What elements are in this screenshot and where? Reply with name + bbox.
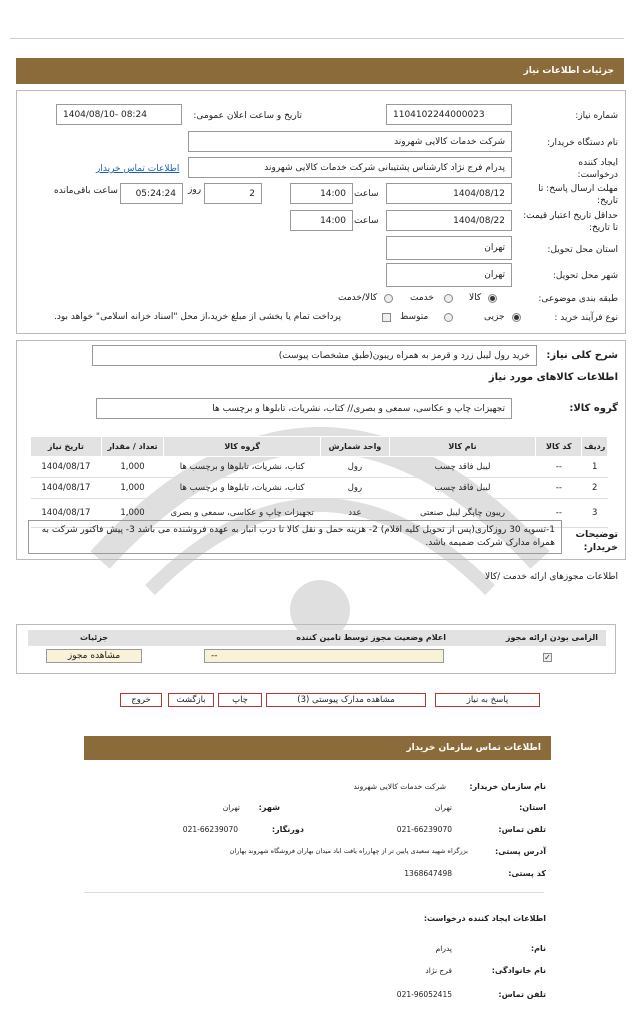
permit-col-status: اعلام وضعیت مجوز توسط تامین کننده bbox=[296, 633, 446, 642]
process-radio-minor[interactable] bbox=[512, 313, 521, 322]
payment-note: پرداخت تمام یا بخشی از مبلغ خرید،از محل "اسناد خزانه اسلامی" خواهد بود. bbox=[54, 312, 342, 322]
category-radio-goods[interactable] bbox=[488, 294, 497, 303]
attachments-button[interactable]: مشاهده مدارک پیوستی (3) bbox=[266, 693, 426, 707]
first-name-label: نام: bbox=[530, 944, 546, 953]
col-date: تاریخ نیاز bbox=[31, 437, 102, 457]
col-name: نام کالا bbox=[389, 437, 536, 457]
goods-table bbox=[30, 436, 608, 528]
col-unit: واحد شمارش bbox=[321, 437, 390, 457]
buyer-contact-link[interactable]: اطلاعات تماس خریدار bbox=[96, 164, 180, 174]
top-divider bbox=[10, 38, 624, 39]
cell-date: 1404/08/17 bbox=[31, 478, 102, 499]
cell-unit: رول bbox=[321, 478, 390, 499]
cell-code: -- bbox=[536, 499, 582, 528]
back-button[interactable]: بازگشت bbox=[168, 693, 214, 707]
category-radio-both[interactable] bbox=[384, 294, 393, 303]
permit-required-checkbox[interactable]: ✓ bbox=[544, 653, 551, 662]
org-label: نام سازمان خریدار: bbox=[469, 782, 546, 791]
cell-unit: عدد bbox=[321, 499, 390, 528]
cell-quantity: 1,000 bbox=[101, 457, 164, 478]
postal-label: کد پستی: bbox=[508, 869, 546, 878]
city-info-value: تهران bbox=[222, 803, 240, 812]
deadline-label: مهلت ارسال پاسخ: تا تاریخ: bbox=[538, 184, 618, 206]
table-row bbox=[31, 457, 608, 478]
phone-label: تلفن تماس: bbox=[498, 825, 546, 834]
notes-label: توضیحات خریدار: bbox=[575, 529, 618, 553]
summary-field: خرید رول لیبل زرد و قرمز به همراه ریبون(طبق مشخصات پیوست) bbox=[92, 345, 537, 366]
goods-section-title: اطلاعات کالاهای مورد نیاز bbox=[488, 372, 618, 383]
cell-code: -- bbox=[536, 457, 582, 478]
treasury-checkbox[interactable] bbox=[382, 313, 391, 322]
cell-row: 3 bbox=[582, 499, 608, 528]
last-name-value: فرج نژاد bbox=[425, 966, 452, 975]
col-quantity: تعداد / مقدار bbox=[101, 437, 164, 457]
contact-divider bbox=[84, 892, 544, 893]
buyer-label: نام دستگاه خریدار: bbox=[547, 138, 618, 148]
fax-label: دورنگار: bbox=[271, 825, 304, 834]
print-button[interactable]: چاپ bbox=[218, 693, 262, 707]
category-label: طبقه بندی موضوعی: bbox=[538, 294, 618, 304]
deadline-date-field: 1404/08/12 bbox=[386, 183, 512, 204]
phone-value: 021-66239070 bbox=[396, 825, 452, 834]
process-label: نوع فرآیند خرید : bbox=[554, 313, 618, 323]
creator-phone-value: 021-96052415 bbox=[396, 990, 452, 999]
province-info-value: تهران bbox=[434, 803, 452, 812]
group-field: تجهیزات چاپ و عکاسی، سمعی و بصری// کتاب، نشریات، تابلوها و برچسب ها bbox=[96, 398, 512, 419]
province-info-label: استان: bbox=[519, 803, 546, 812]
cell-name: لیبل فاقد چسب bbox=[389, 457, 536, 478]
cell-name: لیبل فاقد چسب bbox=[389, 478, 536, 499]
org-value: شرکت خدمات کالایی شهروند bbox=[353, 782, 446, 791]
announce-field: 1404/08/10- 08:24 bbox=[56, 104, 182, 125]
fax-value: 021-66239070 bbox=[182, 825, 238, 834]
province-label: استان محل تحویل: bbox=[547, 245, 618, 255]
validity-label: حداقل تاریخ اعتبار قیمت: تا تاریخ: bbox=[523, 211, 618, 233]
buyer-contact-header bbox=[84, 736, 551, 760]
deadline-time-label: ساعت bbox=[354, 189, 379, 199]
category-option-both: کالا/خدمت bbox=[338, 293, 378, 303]
permits-header bbox=[28, 630, 606, 646]
buyer-field: شرکت خدمات کالایی شهروند bbox=[188, 131, 512, 152]
col-code: کد کالا bbox=[536, 437, 582, 457]
remaining-time-field: 05:24:24 bbox=[120, 183, 183, 204]
announce-label: تاریخ و ساعت اعلان عمومی: bbox=[193, 111, 302, 121]
address-label: آدرس پستی: bbox=[495, 847, 546, 856]
days-label: روز bbox=[188, 185, 202, 195]
permits-title: اطلاعات مجوزهای ارائه خدمت /کالا bbox=[484, 572, 618, 582]
page-title: جزئیات اطلاعات نیاز bbox=[523, 66, 614, 76]
deadline-time-field: 14:00 bbox=[290, 183, 353, 204]
need-number-field: 1104102244000023 bbox=[386, 104, 512, 125]
cell-row: 2 bbox=[582, 478, 608, 499]
category-radio-service[interactable] bbox=[444, 294, 453, 303]
cell-unit: رول bbox=[321, 457, 390, 478]
city-label: شهر محل تحویل: bbox=[552, 271, 618, 281]
page-header bbox=[16, 58, 624, 84]
validity-time-label: ساعت bbox=[354, 216, 379, 226]
first-name-value: پدرام bbox=[435, 944, 452, 953]
cell-group: تجهیزات چاپ و عکاسی، سمعی و بصری bbox=[164, 499, 321, 528]
table-row bbox=[31, 478, 608, 499]
cell-quantity: 1,000 bbox=[101, 499, 164, 528]
cell-quantity: 1,000 bbox=[101, 478, 164, 499]
reply-button[interactable]: پاسخ به نیاز bbox=[435, 693, 540, 707]
need-number-label: شماره نیاز: bbox=[575, 111, 618, 121]
cell-code: -- bbox=[536, 478, 582, 499]
days-field: 2 bbox=[204, 183, 262, 204]
validity-time-field: 14:00 bbox=[290, 210, 353, 231]
cell-group: کتاب، نشریات، تابلوها و برچسب ها bbox=[164, 457, 321, 478]
permit-status-field[interactable]: -- bbox=[204, 649, 444, 663]
summary-label: شرح کلی نیاز: bbox=[546, 350, 618, 361]
buyer-contact-title: اطلاعات تماس سازمان خریدار bbox=[406, 743, 541, 753]
exit-button[interactable]: خروج bbox=[120, 693, 162, 707]
cell-date: 1404/08/17 bbox=[31, 457, 102, 478]
category-option-goods: کالا bbox=[469, 293, 482, 303]
col-group: گروه کالا bbox=[164, 437, 321, 457]
view-permit-button[interactable]: مشاهده مجوز bbox=[46, 649, 142, 663]
postal-value: 1368647498 bbox=[404, 869, 452, 878]
remaining-label: ساعت باقی‌مانده bbox=[54, 186, 118, 196]
process-radio-medium[interactable] bbox=[444, 313, 453, 322]
cell-name: ریبون چاپگر لیبل صنعتی bbox=[389, 499, 536, 528]
city-field: تهران bbox=[386, 263, 512, 287]
creator-info-title: اطلاعات ایجاد کننده درخواست: bbox=[423, 914, 546, 923]
cell-date: 1404/08/17 bbox=[31, 499, 102, 528]
goods-table-header bbox=[31, 437, 608, 457]
address-value: بزرگراه شهید سعیدی پایین تر از چهارراه یافت اباد میدان بهاران فروشگاه شهروند بهاران bbox=[229, 847, 468, 855]
creator-phone-label: تلفن تماس: bbox=[498, 990, 546, 999]
cell-row: 1 bbox=[582, 457, 608, 478]
process-option-minor: جزیی bbox=[484, 312, 505, 322]
last-name-label: نام خانوادگی: bbox=[491, 966, 546, 975]
validity-date-field: 1404/08/22 bbox=[386, 210, 512, 231]
cell-group: کتاب، نشریات، تابلوها و برچسب ها bbox=[164, 478, 321, 499]
permit-col-details: جزئیات bbox=[80, 633, 109, 642]
city-info-label: شهر: bbox=[258, 803, 280, 812]
notes-field: 1-تسویه 30 روزکاری(پس از تحویل کلیه اقلام) 2- هزینه حمل و نقل کالا تا درب انبار به عهده فروشنده می باشد 3- پیش فاکتور شرکت به همراه مدارک شرکت ضمیمه باشد. bbox=[28, 520, 562, 554]
creator-label: ایجاد کننده درخواست: bbox=[577, 158, 618, 180]
creator-field: پدرام فرج نژاد کارشناس پشتیبانی شرکت خدمات کالایی شهروند bbox=[188, 157, 512, 178]
process-option-medium: متوسط bbox=[400, 312, 429, 322]
col-row: ردیف bbox=[582, 437, 608, 457]
province-field: تهران bbox=[386, 236, 512, 260]
group-label: گروه کالا: bbox=[569, 403, 618, 414]
category-option-service: خدمت bbox=[410, 293, 434, 303]
permit-col-required: الزامی بودن ارائه مجوز bbox=[505, 633, 598, 642]
